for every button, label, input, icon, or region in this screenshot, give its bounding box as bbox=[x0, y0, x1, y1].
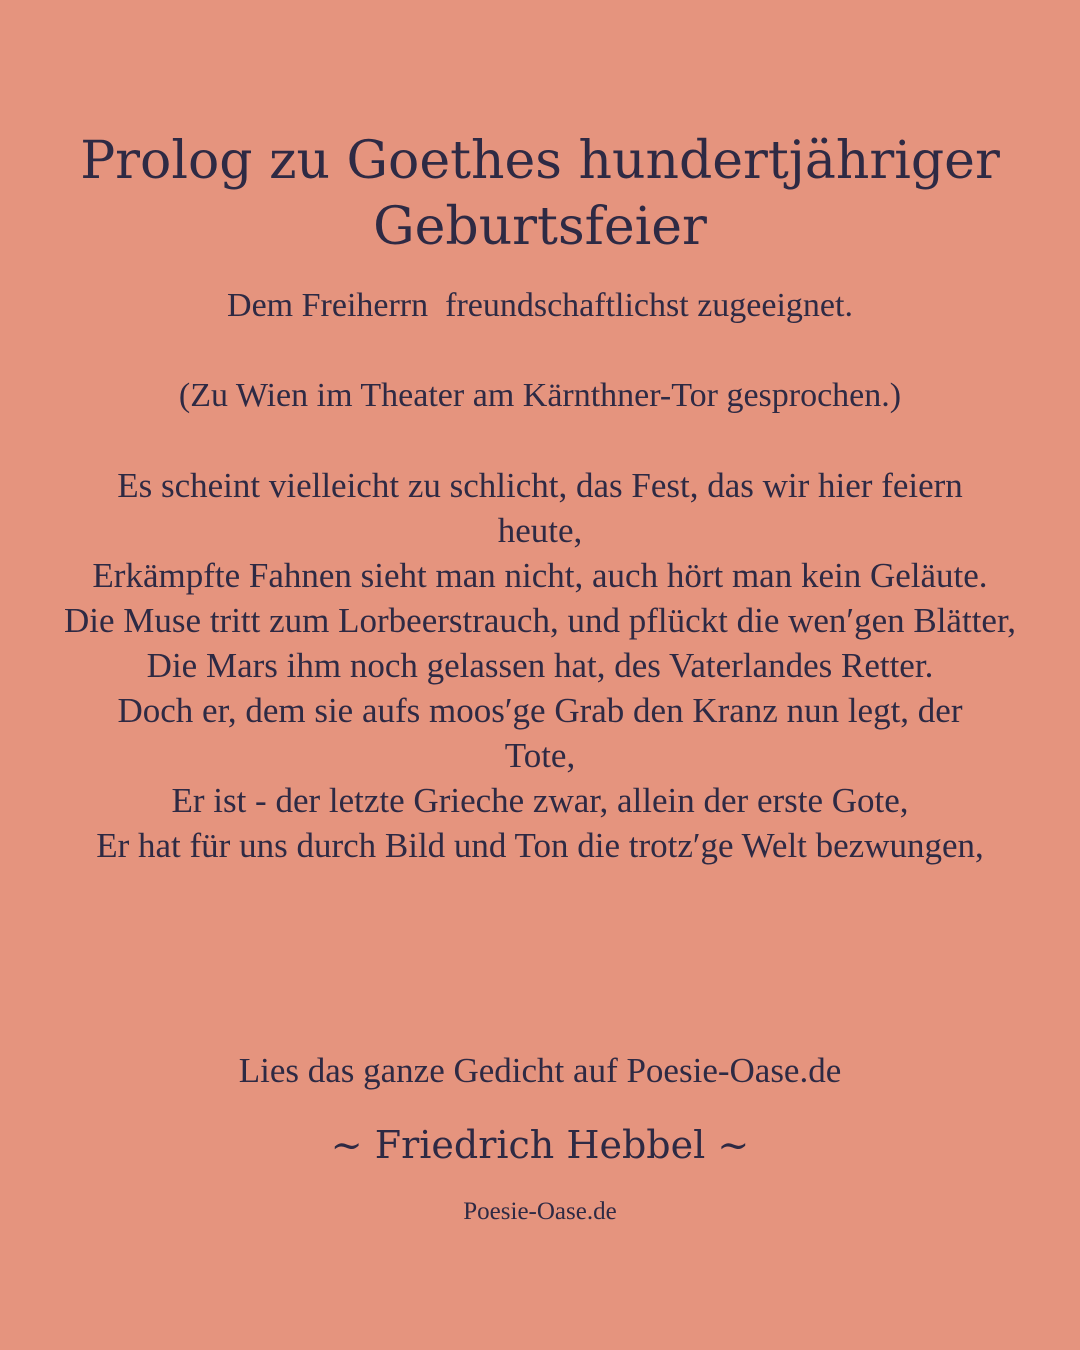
poem-line: Die Muse tritt zum Lorbeerstrauch, und pflückt die wen′gen Blätter, bbox=[64, 601, 1016, 640]
poem-line: Er hat für uns durch Bild und Ton die trotz′ge Welt bezwungen, bbox=[96, 826, 984, 865]
poem-line: Die Mars ihm noch gelassen hat, des Vaterlandes Retter. bbox=[146, 646, 934, 685]
dedication: Dem Freiherrn freundschaftlichst zugeeignet. bbox=[227, 287, 853, 324]
poem-title: Prolog zu Goethes hundertjähriger Geburtsfeier bbox=[80, 131, 1000, 257]
poem-line: Er ist - der letzte Grieche zwar, allein der erste Gote, bbox=[171, 781, 909, 820]
read-more-text: Lies das ganze Gedicht auf Poesie-Oase.de bbox=[238, 1051, 842, 1090]
brand-watermark: Poesie-Oase.de bbox=[463, 1198, 617, 1225]
poem-line: Doch er, dem sie aufs moos′ge Grab den Kranz nun legt, der Tote, bbox=[117, 691, 963, 775]
performance-note: (Zu Wien im Theater am Kärnthner-Tor gesprochen.) bbox=[178, 377, 902, 414]
poem-text bbox=[40, 463, 1040, 868]
author-name: ~ Friedrich Hebbel ~ bbox=[330, 1123, 750, 1167]
poem-line: Es scheint vielleicht zu schlicht, das Fest, das wir hier feiern heute, bbox=[117, 466, 963, 550]
poem-line: Erkämpfte Fahnen sieht man nicht, auch hört man kein Geläute. bbox=[92, 556, 988, 595]
